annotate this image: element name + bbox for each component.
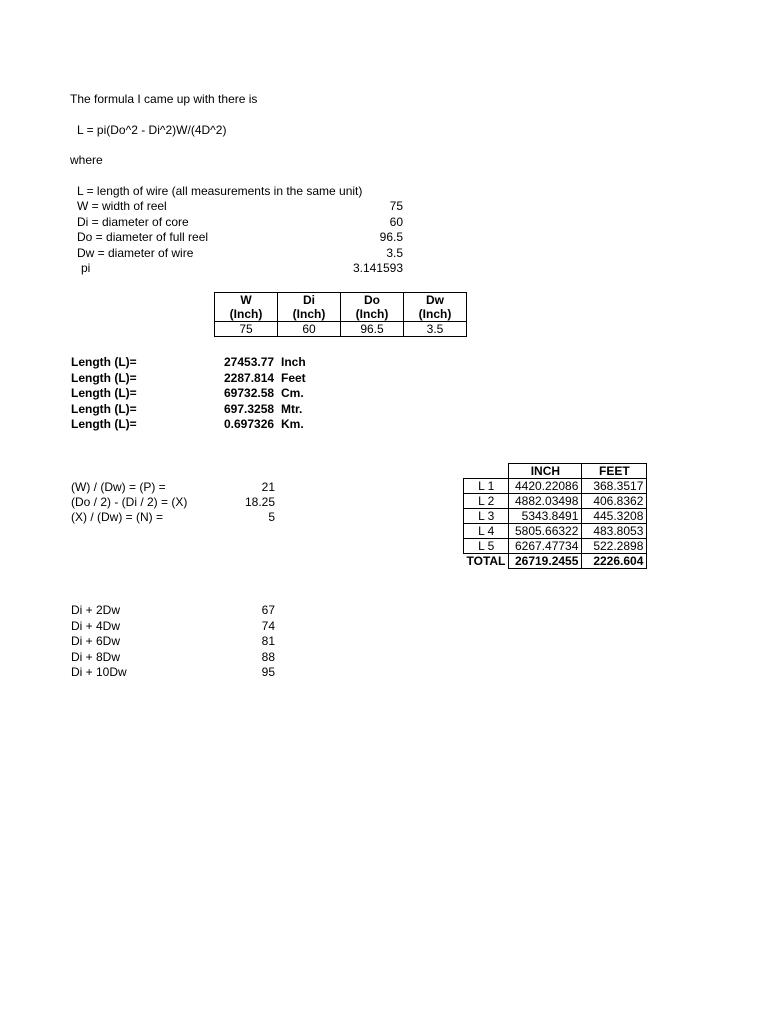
- length-label: Length (L)=: [71, 402, 137, 416]
- layer-value: 81: [261, 634, 275, 648]
- definition-label: L = length of wire (all measurements in the same unit): [77, 184, 363, 198]
- total-feet: 2226.604: [582, 554, 647, 569]
- definition-value: 96.5: [379, 230, 403, 244]
- definition-value: 60: [389, 215, 403, 229]
- layer-value: 95: [261, 665, 275, 679]
- length-label: Length (L)=: [71, 386, 137, 400]
- length-unit: Mtr.: [281, 402, 303, 416]
- input-table-header-row: [215, 293, 467, 322]
- table-row: [464, 494, 647, 509]
- layer-value: 88: [261, 650, 275, 664]
- header-w: W (Inch): [215, 293, 278, 322]
- length-unit: Km.: [281, 417, 304, 431]
- summary-table: [463, 463, 647, 569]
- calc-label: (X) / (Dw) = (N) =: [71, 510, 163, 524]
- layer-value: 67: [261, 603, 275, 617]
- row-label: L 3: [464, 509, 509, 524]
- length-label: Length (L)=: [71, 417, 137, 431]
- row-feet: 445.3208: [582, 509, 647, 524]
- definition-label: pi: [81, 261, 91, 275]
- header-di: Di (Inch): [278, 293, 341, 322]
- definition-value: 75: [389, 199, 403, 213]
- length-unit: Inch: [281, 355, 306, 369]
- length-value: 2287.814: [224, 371, 275, 385]
- table-row: [464, 479, 647, 494]
- row-inch: 5805.66322: [509, 524, 582, 539]
- length-value: 697.3258: [224, 402, 275, 416]
- header-do: Do (Inch): [341, 293, 404, 322]
- value-dw: 3.5: [404, 322, 467, 337]
- value-w: 75: [215, 322, 278, 337]
- where-text: where: [70, 153, 103, 167]
- value-do: 96.5: [341, 322, 404, 337]
- row-inch: 4420.22086: [509, 479, 582, 494]
- row-inch: 6267.47734: [509, 539, 582, 554]
- length-value: 69732.58: [224, 386, 275, 400]
- length-unit: Cm.: [281, 386, 304, 400]
- total-label: TOTAL: [466, 554, 506, 569]
- row-label: L 4: [464, 524, 509, 539]
- definition-label: W = width of reel: [77, 199, 167, 213]
- row-label: L 5: [464, 539, 509, 554]
- definition-label: Do = diameter of full reel: [77, 230, 209, 244]
- table-row: [215, 322, 467, 337]
- definition-value: 3.141593: [352, 261, 403, 275]
- calc-value: 18.25: [244, 495, 275, 509]
- header-feet: FEET: [582, 464, 647, 479]
- table-row: [464, 539, 647, 554]
- length-label: Length (L)=: [71, 355, 137, 369]
- row-feet: 406.8362: [582, 494, 647, 509]
- length-value: 27453.77: [224, 355, 275, 369]
- length-value: 0.697326: [224, 417, 275, 431]
- value-di: 60: [278, 322, 341, 337]
- calc-label: (Do / 2) - (Di / 2) = (X): [71, 495, 188, 509]
- calc-value: 5: [268, 510, 275, 524]
- definition-label: Dw = diameter of wire: [77, 246, 194, 260]
- length-unit: Feet: [281, 371, 306, 385]
- length-label: Length (L)=: [71, 371, 137, 385]
- row-feet: 368.3517: [582, 479, 647, 494]
- layer-label: Di + 10Dw: [71, 665, 127, 679]
- definition-value: 3.5: [386, 246, 403, 260]
- total-inch: 26719.2455: [509, 554, 582, 569]
- layer-label: Di + 2Dw: [71, 603, 121, 617]
- row-inch: 5343.8491: [509, 509, 582, 524]
- total-row: [464, 554, 647, 569]
- intro-text: The formula I came up with there is: [70, 92, 258, 106]
- table-row: [464, 524, 647, 539]
- input-table: [214, 292, 467, 337]
- definition-label: Di = diameter of core: [77, 215, 189, 229]
- layer-value: 74: [261, 619, 275, 633]
- layer-label: Di + 4Dw: [71, 619, 121, 633]
- row-feet: 522.2898: [582, 539, 647, 554]
- summary-header-row: [464, 464, 647, 479]
- layer-label: Di + 6Dw: [71, 634, 121, 648]
- formula-text: L = pi(Do^2 - Di^2)W/(4D^2): [77, 123, 227, 137]
- row-feet: 483.8053: [582, 524, 647, 539]
- row-label: L 1: [464, 479, 509, 494]
- calc-label: (W) / (Dw) = (P) =: [71, 480, 166, 494]
- layer-label: Di + 8Dw: [71, 650, 121, 664]
- table-row: [464, 509, 647, 524]
- calc-value: 21: [261, 480, 275, 494]
- header-dw: Dw (Inch): [404, 293, 467, 322]
- row-label: L 2: [464, 494, 509, 509]
- row-inch: 4882.03498: [509, 494, 582, 509]
- header-inch: INCH: [509, 464, 582, 479]
- summary-corner: [464, 464, 509, 479]
